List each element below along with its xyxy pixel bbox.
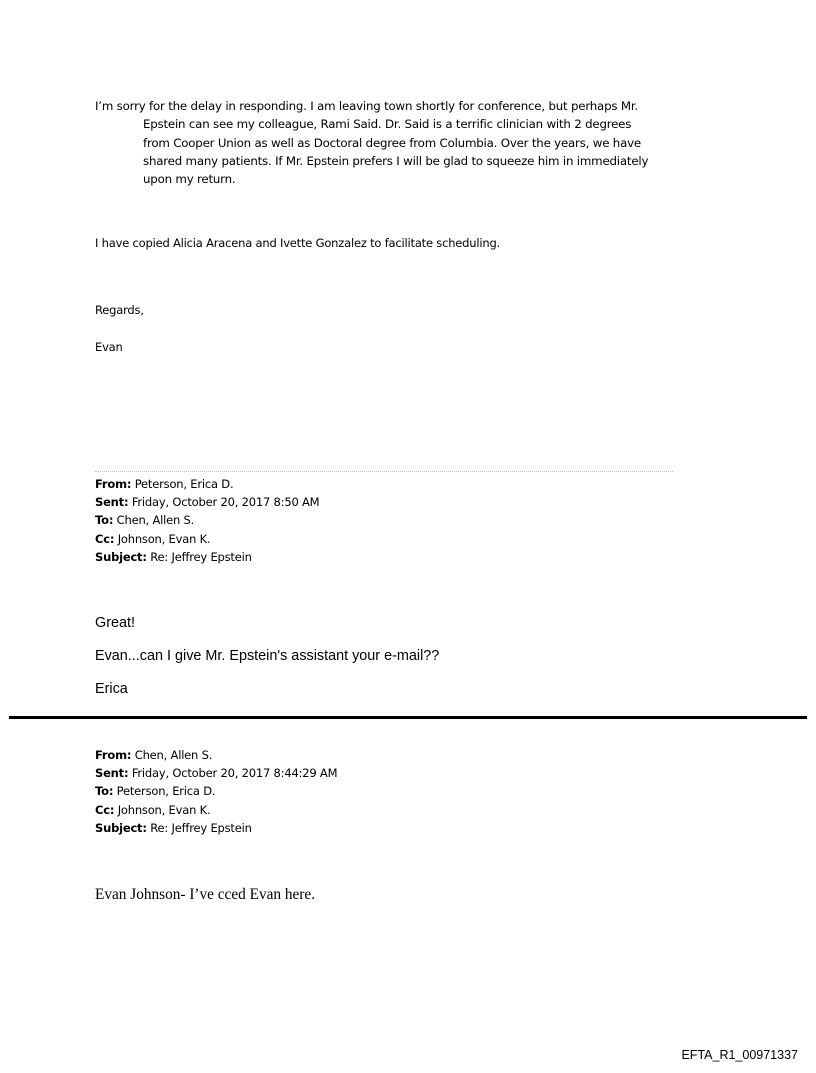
email-header-1 — [95, 475, 319, 566]
header-subject: Subject: Re: Jeffrey Epstein — [95, 549, 252, 564]
reply-paragraph-line: Epstein can see my colleague, Rami Said. Dr. Said is a terrific clinician with 2 degrees — [143, 117, 632, 132]
email1-body-line: Evan...can I give Mr. Epstein's assistant your e-mail?? — [95, 648, 440, 664]
header-from: From: Peterson, Erica D. — [95, 477, 234, 491]
email1-body-line: Erica — [95, 681, 128, 697]
header-cc: Cc: Johnson, Evan K. — [95, 802, 211, 817]
header-cc: Cc: Johnson, Evan K. — [95, 531, 211, 546]
header-to: To: Peterson, Erica D. — [95, 784, 216, 799]
email1-body-line: Great! — [95, 615, 135, 631]
header-subject: Subject: Re: Jeffrey Epstein — [95, 820, 252, 835]
header-to: To: Chen, Allen S. — [95, 513, 195, 528]
copied-line: I have copied Alicia Aracena and Ivette Gonzalez to facilitate scheduling. — [95, 236, 501, 250]
signature: Evan — [95, 340, 123, 354]
header-from: From: Chen, Allen S. — [95, 748, 213, 762]
separator-dotted — [95, 471, 673, 472]
reply-paragraph-line: upon my return. — [143, 172, 236, 187]
header-sent: Sent: Friday, October 20, 2017 8:44:29 AM — [95, 766, 338, 781]
email2-body: Evan Johnson- I’ve cced Evan here. — [95, 886, 316, 903]
document-id: EFTA_R1_00971337 — [681, 1048, 798, 1062]
header-sent: Sent: Friday, October 20, 2017 8:50 AM — [95, 495, 320, 510]
closing: Regards, — [95, 303, 144, 317]
reply-paragraph-line: shared many patients. If Mr. Epstein prefers I will be glad to squeeze him in immediately — [143, 153, 649, 168]
reply-paragraph — [95, 97, 685, 188]
reply-paragraph-line: I’m sorry for the delay in responding. I am leaving town shortly for conference, but perhaps Mr. — [95, 99, 638, 113]
email-header-2 — [95, 746, 337, 837]
reply-paragraph-line: from Cooper Union as well as Doctoral degree from Columbia. Over the years, we have — [143, 135, 641, 150]
separator-thick — [9, 716, 807, 719]
